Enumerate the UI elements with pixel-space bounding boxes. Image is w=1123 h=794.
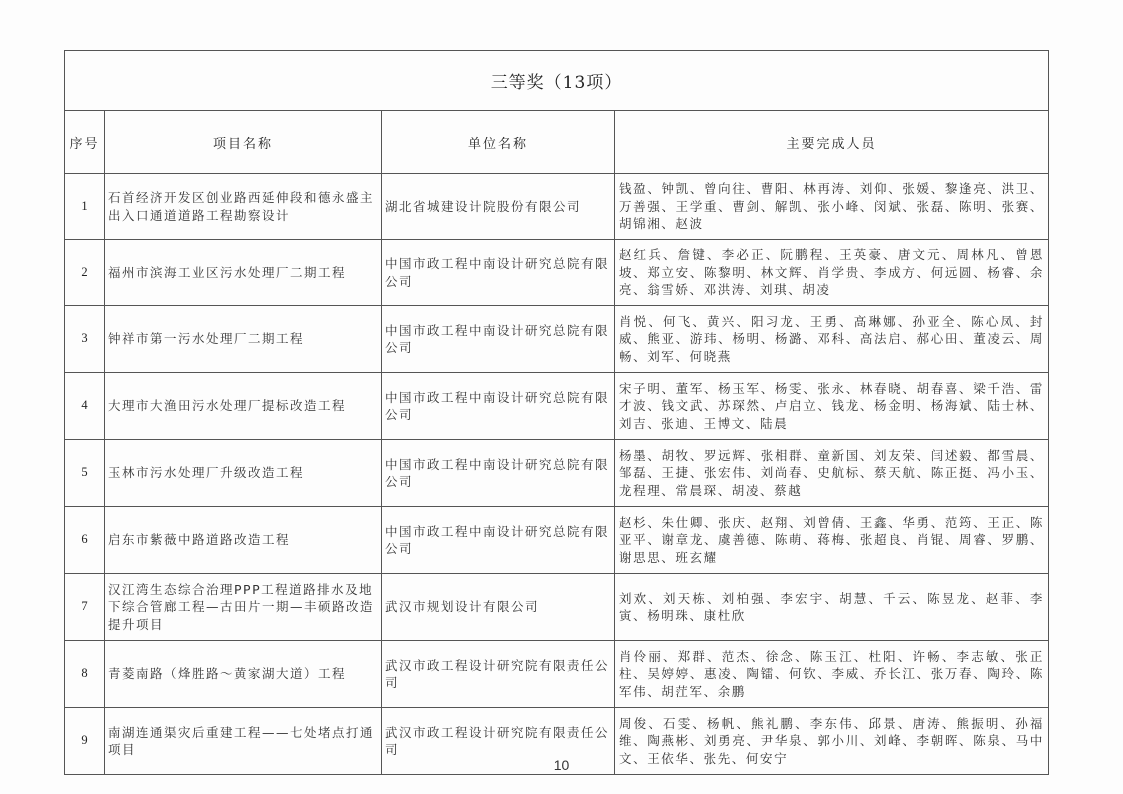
team-members: 刘欢、刘天栋、刘柏强、李宏宇、胡慧、千云、陈昱龙、赵菲、李寅、杨明珠、康杜欣 <box>615 574 1049 641</box>
unit-name: 中国市政工程中南设计研究总院有限公司 <box>382 240 615 306</box>
table-row <box>65 574 1049 641</box>
row-number: 8 <box>65 641 105 708</box>
table-row <box>65 174 1049 240</box>
unit-name: 湖北省城建设计院股份有限公司 <box>382 174 615 240</box>
project-name: 汉江湾生态综合治理PPP工程道路排水及地下综合管廊工程—古田片一期—丰硕路改造提升项目 <box>105 574 382 641</box>
team-members: 周俊、石雯、杨帆、熊礼鹏、李东伟、邱景、唐涛、熊振明、孙福维、陶燕彬、刘勇亮、尹华泉、郭小川、刘峰、李朝晖、陈泉、马中文、王依华、张先、何安宁 <box>615 708 1049 775</box>
project-name: 钟祥市第一污水处理厂二期工程 <box>105 306 382 373</box>
award-table <box>64 50 1049 775</box>
row-number: 2 <box>65 240 105 306</box>
unit-name: 武汉市政工程设计研究院有限责任公司 <box>382 708 615 775</box>
row-number: 6 <box>65 507 105 574</box>
unit-name: 武汉市政工程设计研究院有限责任公司 <box>382 641 615 708</box>
row-number: 9 <box>65 708 105 775</box>
row-number: 5 <box>65 440 105 507</box>
table-row <box>65 641 1049 708</box>
project-name: 石首经济开发区创业路西延伸段和德永盛主出入口通道道路工程勘察设计 <box>105 174 382 240</box>
table-row <box>65 507 1049 574</box>
team-members: 肖悦、何飞、黄兴、阳习龙、王勇、高琳娜、孙亚全、陈心凤、封威、熊亚、游玮、杨明、杨潞、邓科、高法启、郝心田、董凌云、周畅、刘军、何晓燕 <box>615 306 1049 373</box>
row-number: 7 <box>65 574 105 641</box>
table-title-row <box>65 51 1049 111</box>
unit-name: 中国市政工程中南设计研究总院有限公司 <box>382 440 615 507</box>
column-header-no: 序号 <box>65 111 105 174</box>
team-members: 肖伶丽、郑群、范杰、徐念、陈玉江、杜阳、许畅、李志敏、张正柱、吴婷婷、惠凌、陶镭、何钦、李威、乔长江、张万春、陶玲、陈军伟、胡茳军、余鹏 <box>615 641 1049 708</box>
project-name: 启东市紫薇中路道路改造工程 <box>105 507 382 574</box>
table-row <box>65 440 1049 507</box>
unit-name: 中国市政工程中南设计研究总院有限公司 <box>382 373 615 440</box>
team-members: 杨墨、胡牧、罗远辉、张相群、童新国、刘友荣、闫述毅、都雪晨、邹磊、王捷、张宏伟、刘尚春、史航标、蔡天航、陈正挺、冯小玉、龙程理、常晨琛、胡凌、蔡越 <box>615 440 1049 507</box>
unit-name: 中国市政工程中南设计研究总院有限公司 <box>382 306 615 373</box>
table-row <box>65 240 1049 306</box>
unit-name: 中国市政工程中南设计研究总院有限公司 <box>382 507 615 574</box>
team-members: 赵红兵、詹键、李必正、阮鹏程、王英豪、唐文元、周林凡、曾恩坡、郑立安、陈黎明、林文辉、肖学贵、李成方、何远圆、杨睿、余亮、翁雪娇、邓洪涛、刘琪、胡凌 <box>615 240 1049 306</box>
project-name: 玉林市污水处理厂升级改造工程 <box>105 440 382 507</box>
project-name: 大理市大渔田污水处理厂提标改造工程 <box>105 373 382 440</box>
team-members: 赵杉、朱仕卿、张庆、赵翔、刘曾倩、王鑫、华勇、范筠、王正、陈亚平、谢章龙、虞善德、陈萌、蒋梅、张超良、肖锟、周睿、罗鹏、谢思思、班玄耀 <box>615 507 1049 574</box>
team-members: 钱盈、钟凯、曾向往、曹阳、林再涛、刘仰、张媛、黎逢亮、洪卫、万善强、王学重、曹剑、解凯、张小峰、闵斌、张磊、陈明、张赛、胡锦湘、赵波 <box>615 174 1049 240</box>
table-header-row <box>65 111 1049 174</box>
column-header-people: 主要完成人员 <box>615 111 1049 174</box>
page-number: 10 <box>553 757 570 773</box>
column-header-unit: 单位名称 <box>382 111 615 174</box>
project-name: 福州市滨海工业区污水处理厂二期工程 <box>105 240 382 306</box>
column-header-project: 项目名称 <box>105 111 382 174</box>
row-number: 3 <box>65 306 105 373</box>
award-level-title: 三等奖（13项） <box>65 51 1049 111</box>
row-number: 4 <box>65 373 105 440</box>
table-row <box>65 306 1049 373</box>
project-name: 南湖连通渠灾后重建工程——七处堵点打通项目 <box>105 708 382 775</box>
project-name: 青菱南路（烽胜路～黄家湖大道）工程 <box>105 641 382 708</box>
row-number: 1 <box>65 174 105 240</box>
team-members: 宋子明、董军、杨玉军、杨雯、张永、林春晓、胡春喜、梁千浩、雷才波、钱文武、苏琛然、卢启立、钱龙、杨金明、杨海斌、陆士林、刘吉、张迪、王博文、陆晨 <box>615 373 1049 440</box>
table-row <box>65 373 1049 440</box>
unit-name: 武汉市规划设计有限公司 <box>382 574 615 641</box>
